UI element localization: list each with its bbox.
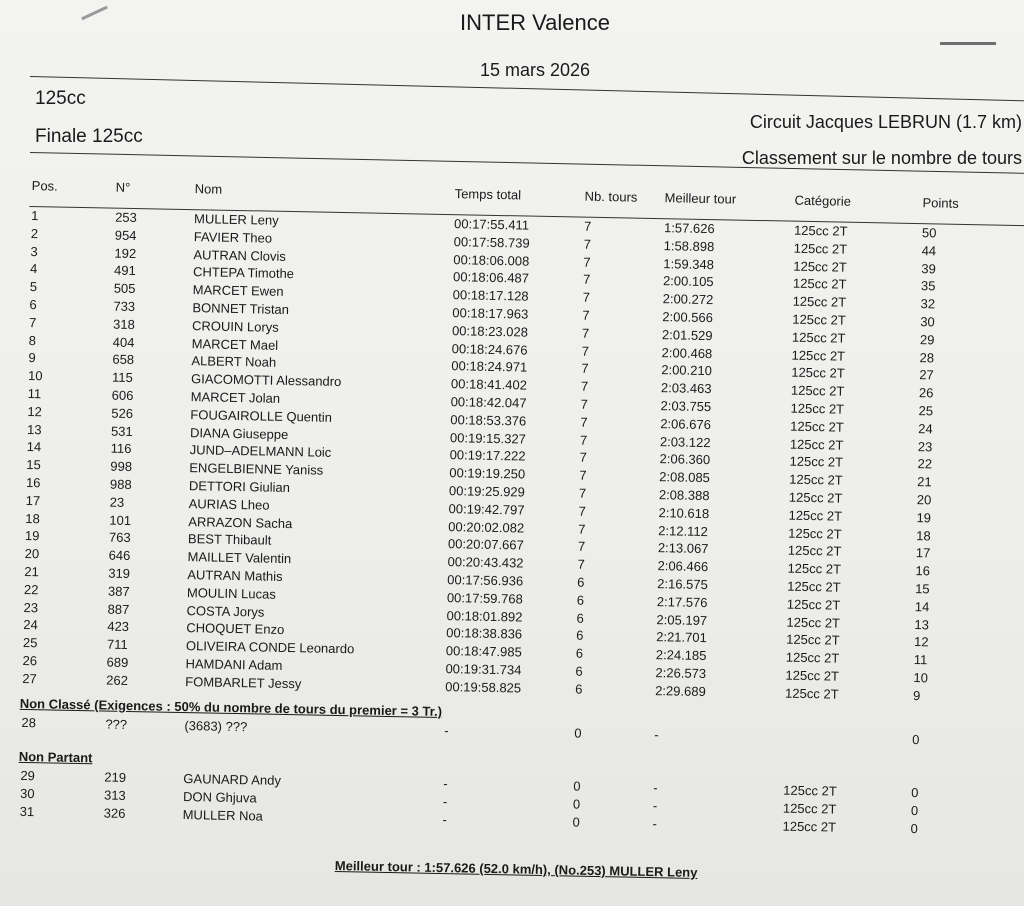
cell-name: FAVIER Theo [193, 228, 273, 246]
results-table [18, 172, 1024, 840]
cell-pos: 16 [25, 474, 41, 491]
cell-best: 2:06.676 [660, 415, 712, 432]
cell-num: 954 [114, 227, 137, 243]
cell-num: 326 [103, 805, 126, 821]
cell-best: 2:08.085 [659, 469, 711, 486]
cell-pos: 8 [28, 332, 37, 348]
cell-laps: 6 [577, 574, 585, 590]
cell-time: 00:19:58.825 [445, 678, 522, 696]
cell-cat: 125cc 2T [786, 614, 841, 631]
cell-pts: 29 [919, 331, 935, 348]
cell-time: 00:19:25.929 [448, 483, 525, 500]
cell-name: ALBERT Noah [191, 353, 277, 371]
col-best: Meilleur tour [664, 190, 737, 207]
cell-cat: 125cc 2T [786, 596, 841, 613]
cell-best: - [652, 798, 658, 814]
cell-cat: 125cc 2T [788, 525, 842, 542]
cell-time: 00:19:42.797 [448, 500, 525, 518]
cell-num: 313 [103, 787, 126, 804]
cell-best: 2:12.112 [658, 522, 709, 539]
cell-time: 00:18:53.376 [450, 411, 527, 429]
cell-name: BONNET Tristan [192, 300, 290, 317]
cell-laps: 7 [579, 432, 588, 448]
cell-best: 2:00.566 [662, 309, 714, 326]
cell-pos: 4 [29, 261, 38, 277]
cell-num: 711 [106, 636, 128, 653]
cell-time: 00:20:07.667 [447, 536, 524, 553]
cell-num: 423 [107, 618, 130, 635]
cell-time: 00:20:02.082 [448, 518, 525, 536]
cell-pos: 14 [26, 439, 42, 455]
cell-pos: 18 [25, 510, 40, 526]
circuit-name: Circuit Jacques LEBRUN (1.7 km) [749, 112, 1022, 132]
cell-name: MOULIN Lucas [186, 584, 276, 602]
cell-num: 531 [110, 423, 133, 439]
cell-pts: 0 [912, 731, 920, 747]
cell-pos: 7 [28, 314, 37, 330]
cell-num: 491 [113, 263, 136, 279]
cell-pts: 17 [915, 545, 931, 561]
cell-cat: 125cc 2T [791, 347, 846, 364]
cell-laps: 0 [574, 725, 582, 741]
cell-best: 1:57.626 [663, 220, 715, 237]
cell-best: - [652, 815, 658, 832]
cell-best: 2:00.105 [662, 273, 714, 290]
cell-time: - [442, 794, 448, 810]
cell-best: 2:13.067 [657, 540, 709, 557]
cell-pts: 12 [913, 634, 929, 650]
ranking-basis: Classement sur le nombre de tours [741, 148, 1022, 168]
cell-laps: 7 [580, 414, 588, 430]
cell-num: 318 [112, 316, 135, 332]
cell-num: 387 [107, 583, 130, 599]
best-lap-footer: Meilleur tour : 1:57.626 (52.0 km/h), (No.253) MULLER Leny [334, 858, 698, 880]
cell-time: 00:18:41.402 [450, 376, 528, 393]
cell-best: 2:00.272 [662, 291, 714, 308]
cell-cat: 125cc 2T [792, 311, 846, 328]
cell-best: - [653, 780, 658, 796]
cell-name: CROUIN Lorys [191, 317, 279, 335]
cell-pos: 2 [30, 225, 39, 241]
cell-name: OLIVEIRA CONDE Leonardo [185, 638, 355, 657]
cell-num: 404 [112, 334, 135, 350]
cell-pts: 22 [917, 456, 933, 472]
cell-num: 763 [108, 529, 131, 546]
cell-pos: 24 [23, 617, 38, 633]
cell-laps: 7 [580, 396, 589, 412]
cell-best: 2:06.360 [659, 451, 711, 468]
event-date: 15 mars 2026 [479, 60, 591, 80]
cell-cat: 125cc 2T [788, 507, 843, 524]
cell-pts: 11 [913, 652, 928, 668]
cell-pts: 30 [920, 314, 935, 330]
cell-num: 115 [111, 369, 133, 386]
cell-num: 998 [110, 458, 133, 475]
cell-num: 887 [107, 601, 130, 617]
cell-cat: 125cc 2T [782, 800, 837, 817]
cell-name: MARCET Mael [191, 335, 279, 353]
category-label: 125cc [35, 88, 86, 109]
cell-pts: 32 [920, 296, 936, 312]
cell-laps: 6 [576, 610, 584, 626]
cell-name: MULLER Leny [193, 211, 279, 228]
cell-name: MARCET Jolan [190, 389, 281, 406]
cell-name: BEST Thibault [187, 531, 272, 549]
cell-laps: 7 [581, 360, 589, 377]
cell-laps: 7 [577, 556, 585, 572]
cell-best: 2:05.197 [656, 611, 708, 628]
cell-pts: 15 [915, 581, 930, 597]
cell-name: GAUNARD Andy [183, 771, 282, 789]
cell-time: 00:18:42.047 [450, 394, 527, 411]
cell-best: 2:06.466 [657, 558, 709, 575]
cell-pos: 19 [24, 528, 40, 544]
cell-time: - [444, 722, 449, 738]
cell-laps: 7 [578, 521, 586, 537]
cell-num: 253 [115, 209, 137, 226]
col-pos: Pos. [31, 178, 58, 194]
cell-cat: 125cc 2T [792, 293, 847, 310]
cell-pos: 13 [26, 421, 42, 437]
cell-num: 505 [113, 280, 136, 297]
cell-pts: 13 [914, 616, 930, 632]
cell-laps: 7 [582, 307, 590, 323]
non-classified-title: Non Classé (Exigences : 50% du nombre de tours du premier = 3 Tr.) [19, 695, 443, 719]
race-name: Finale 125cc [35, 126, 143, 147]
event-title: INTER Valence [460, 10, 610, 35]
cell-pts: 24 [918, 420, 933, 437]
cell-num: 733 [113, 298, 136, 315]
cell-num: 646 [108, 547, 131, 564]
cell-name: AUTRAN Mathis [187, 567, 283, 584]
cell-laps: 7 [578, 503, 586, 519]
cell-pts: 19 [916, 509, 932, 526]
cell-laps: 7 [577, 538, 586, 555]
cell-pos: 3 [30, 243, 38, 259]
cell-pos: 11 [27, 385, 42, 402]
cell-pts: 39 [921, 260, 936, 276]
cell-num: 116 [110, 440, 132, 457]
cell-time: 00:19:17.222 [449, 447, 526, 464]
col-cat: Catégorie [794, 192, 852, 209]
cell-pos: 17 [25, 492, 41, 509]
cell-pts: 23 [917, 438, 933, 454]
cell-laps: 6 [575, 681, 583, 697]
cell-pts: 26 [918, 385, 934, 401]
cell-pos: 21 [24, 563, 39, 580]
cell-pos: 5 [29, 279, 38, 295]
col-num: N° [115, 179, 131, 195]
cell-time: 00:18:06.008 [453, 251, 530, 269]
col-laps: Nb. tours [584, 188, 638, 205]
cell-laps: 7 [583, 254, 591, 270]
cell-pts: 0 [910, 820, 918, 837]
cell-time: 00:18:47.985 [445, 643, 522, 660]
cell-time: 00:18:38.836 [446, 625, 523, 642]
cell-num: 192 [114, 245, 137, 261]
cell-name: DON Ghjuva [182, 789, 257, 806]
cell-cat: 125cc 2T [782, 818, 837, 835]
cell-cat: 125cc 2T [783, 782, 837, 799]
cell-laps: 7 [580, 378, 589, 394]
cell-time: 00:19:15.327 [449, 429, 527, 447]
cell-pos: 27 [22, 670, 37, 686]
classified-rows [20, 207, 1024, 707]
cell-pos: 6 [29, 296, 37, 313]
cell-num: 689 [106, 654, 129, 670]
cell-num: ??? [105, 716, 128, 732]
cell-cat: 125cc 2T [787, 542, 842, 559]
cell-pos: 22 [23, 581, 39, 597]
cell-num: 23 [109, 494, 125, 510]
cell-name: FOUGAIROLLE Quentin [190, 406, 333, 425]
cell-pos: 15 [26, 457, 41, 473]
cell-laps: 6 [576, 592, 585, 608]
cell-name: MAILLET Valentin [187, 549, 292, 567]
cell-name: MULLER Noa [182, 806, 264, 824]
cell-best: 2:29.689 [655, 682, 706, 699]
cell-num: 219 [104, 769, 127, 786]
cell-pts: 10 [913, 669, 929, 686]
cell-cat: 125cc 2T [793, 240, 848, 257]
cell-cat: 125cc 2T [789, 453, 844, 471]
cell-time: 00:17:58.739 [453, 233, 530, 251]
cell-time: 00:18:01.892 [446, 607, 523, 625]
col-name: Nom [194, 181, 223, 197]
cell-pts: 0 [910, 803, 919, 819]
cell-time: 00:17:55.411 [453, 216, 530, 233]
cell-laps: 6 [575, 645, 584, 661]
cell-time: 00:18:23.028 [451, 322, 529, 340]
cell-pts: 9 [912, 687, 921, 703]
cell-laps: 7 [581, 325, 590, 341]
cell-pos: 25 [22, 635, 38, 651]
cell-name: HAMDANI Adam [185, 656, 283, 673]
cell-laps: 7 [582, 272, 591, 288]
cell-time: - [442, 811, 448, 828]
cell-time: - [443, 776, 448, 792]
cell-pts: 16 [915, 563, 931, 579]
cell-pts: 0 [911, 785, 919, 801]
cell-cat: 125cc 2T [785, 667, 840, 684]
cell-pts: 44 [921, 242, 937, 259]
cell-cat: 125cc 2T [791, 365, 845, 382]
cell-num: 262 [106, 672, 129, 688]
cell-best: 2:10.618 [658, 504, 710, 521]
cell-cat: 125cc 2T [791, 329, 846, 346]
cell-cat: 125cc 2T [785, 649, 840, 666]
cell-pos: 23 [23, 599, 39, 615]
corner-mark [940, 42, 996, 45]
cell-name: MARCET Ewen [192, 282, 284, 300]
cell-laps: 7 [578, 485, 587, 501]
cell-laps: 6 [576, 627, 584, 644]
cell-pos: 28 [21, 714, 37, 730]
cell-time: 00:17:56.936 [447, 572, 524, 589]
col-time: Temps total [454, 186, 522, 203]
cell-cat: 125cc 2T [787, 578, 841, 595]
cell-laps: 7 [583, 218, 592, 234]
cell-best: 2:08.388 [658, 487, 710, 504]
cell-best: 2:03.122 [659, 433, 711, 450]
cell-name: (3683) ??? [184, 717, 248, 734]
cell-time: 00:19:31.734 [445, 660, 522, 678]
cell-pos: 30 [19, 786, 35, 802]
cell-cat: 125cc 2T [790, 418, 844, 435]
cell-laps: 0 [572, 814, 580, 830]
cell-name: CHTEPA Timothe [192, 264, 295, 282]
cell-pos: 9 [28, 350, 36, 366]
cell-cat: 125cc 2T [786, 631, 840, 648]
cell-laps: 6 [575, 663, 583, 679]
cell-name: ARRAZON Sacha [188, 513, 293, 531]
cell-best: 2:03.755 [660, 398, 712, 415]
cell-num: 658 [112, 351, 135, 368]
cell-pts: 14 [914, 598, 930, 615]
cell-laps: 0 [573, 778, 581, 794]
cell-pos: 26 [22, 652, 38, 669]
cell-pts: 18 [916, 527, 931, 543]
cell-pos: 10 [27, 368, 43, 384]
cell-pos: 1 [31, 208, 39, 224]
cell-best: 2:01.529 [661, 326, 713, 343]
cell-name: JUND–ADELMANN Loic [189, 442, 332, 461]
cell-num: 988 [109, 476, 132, 492]
cell-name: GIACOMOTTI Alessandro [190, 371, 342, 390]
cell-laps: 7 [582, 289, 591, 305]
cell-cat: 125cc 2T [787, 560, 842, 577]
cell-cat: 125cc 2T [789, 471, 843, 488]
cell-num: 101 [109, 512, 132, 528]
cell-name: CHOQUET Enzo [186, 620, 285, 638]
cell-best: 2:03.463 [660, 380, 712, 397]
cell-best: 2:16.575 [657, 576, 708, 593]
cell-pts: 20 [916, 492, 932, 508]
cell-num: 319 [108, 565, 131, 581]
cell-laps: 7 [579, 467, 587, 483]
cell-num: 606 [111, 387, 134, 403]
cell-name: AURIAS Lheo [188, 495, 270, 513]
cell-name: DIANA Giuseppe [189, 424, 289, 442]
cell-cat: 125cc 2T [792, 276, 847, 293]
cell-cat: 125cc 2T [784, 685, 839, 702]
cell-best: 1:59.348 [663, 255, 715, 272]
cell-time: 00:17:59.768 [446, 589, 523, 607]
cell-time: 00:20:43.432 [447, 554, 524, 571]
cell-best: 2:00.468 [661, 344, 713, 361]
cell-pts: 27 [919, 367, 934, 383]
cell-name: AUTRAN Clovis [193, 246, 287, 264]
cell-laps: 7 [579, 449, 587, 466]
col-pts: Points [922, 195, 959, 211]
cell-time: 00:18:24.676 [451, 340, 528, 358]
cell-time: 00:18:24.971 [451, 358, 528, 375]
cell-time: 00:18:17.963 [452, 305, 529, 322]
cell-best: 1:58.898 [663, 237, 715, 254]
cell-best: 2:26.573 [655, 665, 707, 681]
cell-time: 00:19:19.250 [449, 465, 526, 482]
cell-best: 2:00.210 [661, 362, 713, 379]
cell-name: DETTORI Giulian [188, 478, 291, 495]
cell-num: 526 [111, 405, 134, 421]
cell-pos: 20 [24, 546, 40, 562]
cell-pts: 21 [917, 474, 932, 490]
cell-laps: 7 [581, 343, 590, 359]
cell-name: FOMBARLET Jessy [185, 673, 302, 692]
cell-cat: 125cc 2T [793, 258, 847, 275]
cell-cat: 125cc 2T [788, 489, 843, 506]
cell-pts: 35 [920, 278, 936, 294]
cell-cat: 125cc 2T [789, 436, 844, 453]
cell-laps: 7 [583, 236, 592, 252]
cell-pts: 50 [921, 225, 937, 241]
cell-pts: 28 [919, 349, 935, 365]
cell-best: 2:21.701 [656, 629, 707, 646]
cell-cat: 125cc 2T [793, 222, 848, 239]
cell-cat: 125cc 2T [790, 400, 845, 417]
non-starting-title: Non Partant [18, 749, 93, 766]
cell-name: ENGELBIENNE Yaniss [189, 460, 324, 478]
cell-cat: 125cc 2T [790, 382, 845, 399]
cell-time: 00:18:06.487 [452, 269, 530, 286]
cell-best: - [654, 726, 659, 742]
cell-best: 2:24.185 [655, 647, 707, 664]
cell-pos: 31 [19, 803, 35, 820]
cell-pos: 12 [27, 403, 43, 420]
cell-name: COSTA Jorys [186, 602, 265, 620]
cell-pts: 25 [918, 403, 934, 419]
cell-pos: 29 [20, 768, 36, 784]
cell-laps: 0 [572, 796, 581, 812]
cell-best: 2:17.576 [656, 593, 708, 610]
cell-time: 00:18:17.128 [452, 287, 529, 304]
